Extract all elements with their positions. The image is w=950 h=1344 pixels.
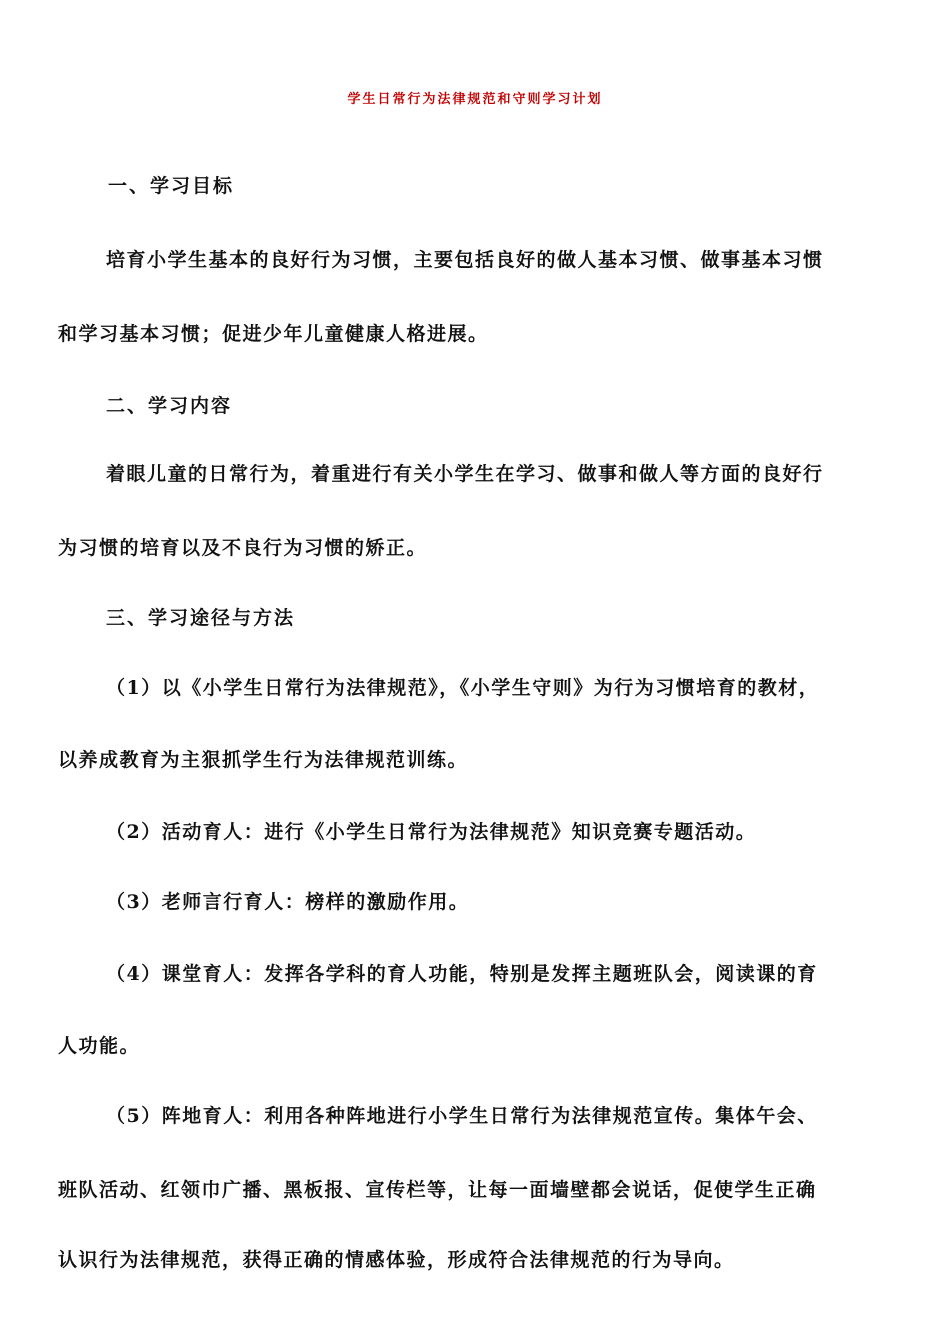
- list-item-5: （5）阵地育人：利用各种阵地进行小学生日常行为法律规范宣传。集体午会、: [106, 1105, 818, 1127]
- paragraph-line: 培育小学生基本的良好行为习惯，主要包括良好的做人基本习惯、做事基本习惯: [106, 249, 824, 271]
- list-item-1: （1）以《小学生日常行为法律规范》，《小学生守则》为行为习惯培育的教材，: [106, 677, 820, 699]
- paragraph-line: 人功能。: [58, 1035, 141, 1057]
- paragraph-line: 为习惯的培育以及不良行为习惯的矫正。: [58, 537, 428, 559]
- paragraph-line: 以养成教育为主狠抓学生行为法律规范训练。: [58, 749, 469, 771]
- list-item-3: （3）老师言行育人：榜样的激励作用。: [106, 891, 470, 913]
- section-heading-content: 二、学习内容: [106, 395, 233, 417]
- paragraph-line: 着眼儿童的日常行为，着重进行有关小学生在学习、做事和做人等方面的良好行: [106, 463, 824, 485]
- list-item-4: （4）课堂育人：发挥各学科的育人功能，特别是发挥主题班队会，阅读课的育: [106, 963, 818, 985]
- paragraph-line: 认识行为法律规范，获得正确的情感体验，形成符合法律规范的行为导向。: [58, 1249, 735, 1271]
- paragraph-line: 和学习基本习惯；促进少年儿童健康人格进展。: [58, 323, 489, 345]
- paragraph-line: 班队活动、红领巾广播、黑板报、宣传栏等，让每一面墙壁都会说话，促使学生正确: [58, 1179, 817, 1201]
- section-heading-goals: 一、学习目标: [108, 175, 235, 197]
- section-heading-methods: 三、学习途径与方法: [106, 607, 296, 629]
- list-item-2: （2）活动育人：进行《小学生日常行为法律规范》知识竞赛专题活动。: [106, 821, 757, 843]
- document-title: 学生日常行为法律规范和守则学习计划: [347, 92, 603, 107]
